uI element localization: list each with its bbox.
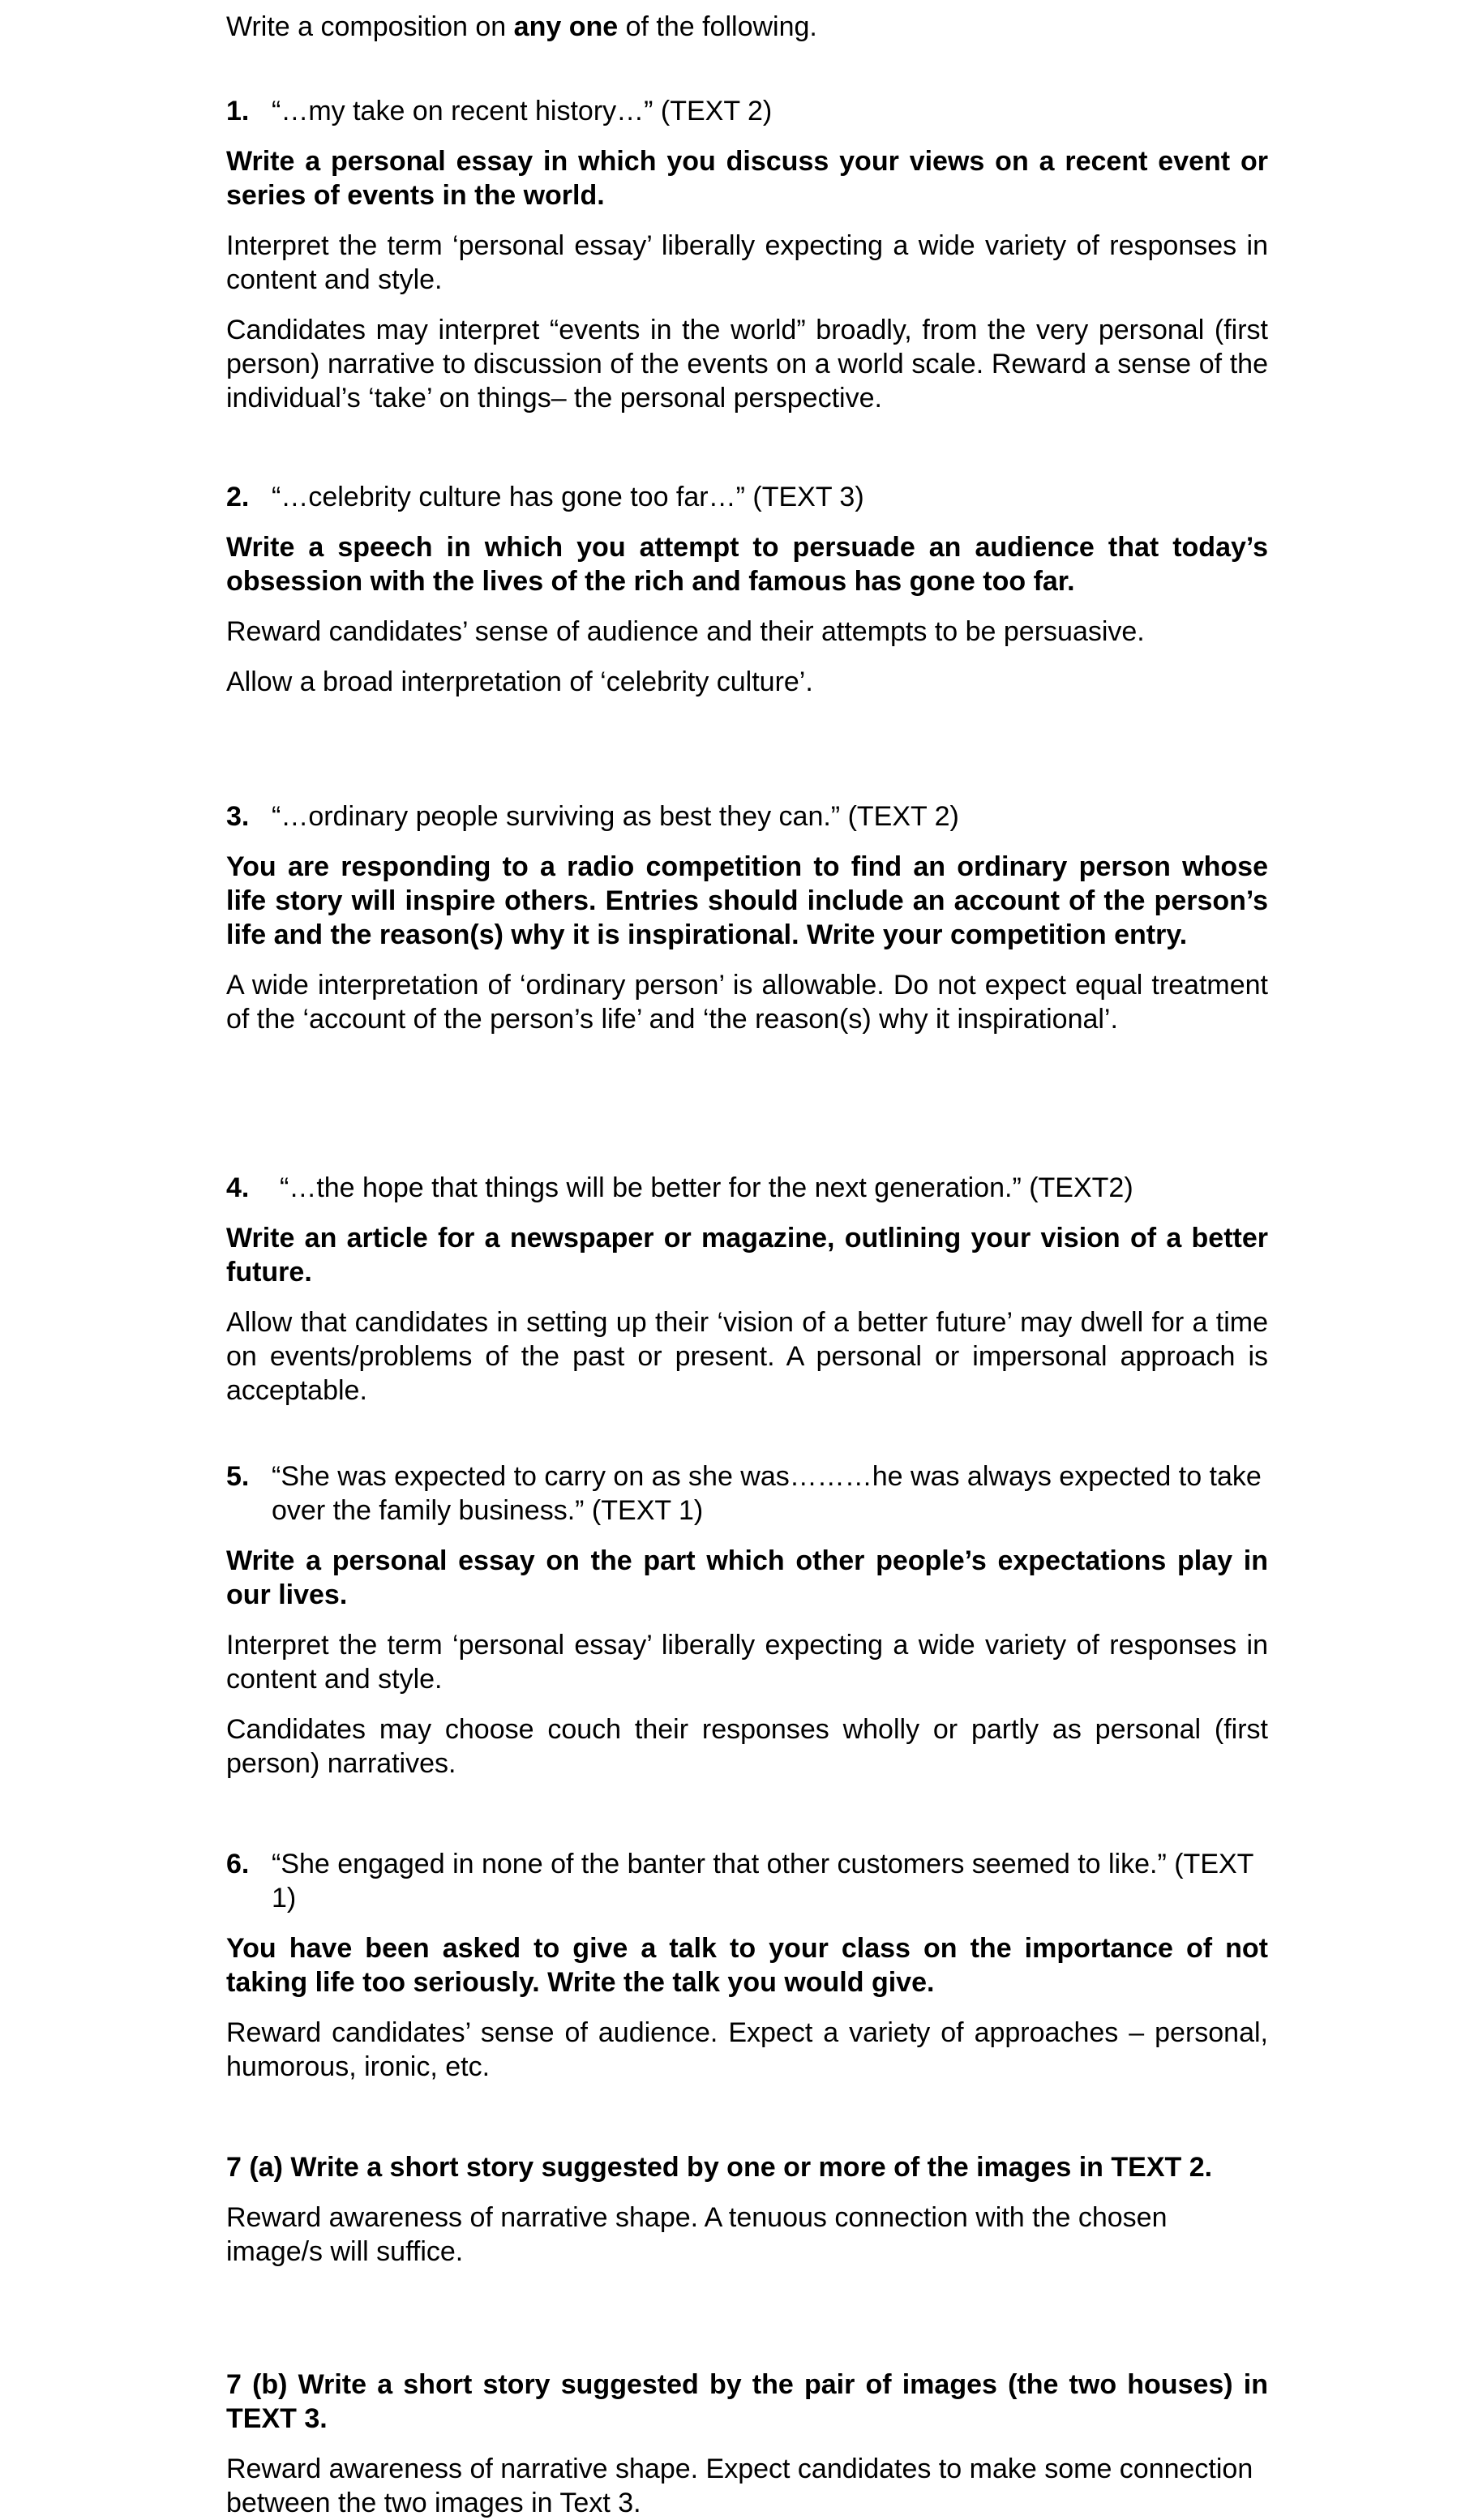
intro-text-before: Write a composition on <box>226 11 514 42</box>
marking-note: Reward awareness of narrative shape. A tenuous connection with the chosen image/s will suffice. <box>226 2202 1168 2267</box>
question-7b <box>226 2368 1268 2520</box>
question-task: Write a personal essay on the part which other people’s expectations play in our lives. <box>226 1545 1268 1610</box>
question-heading <box>226 480 1268 514</box>
question-heading <box>226 1459 1268 1528</box>
question-3 <box>226 799 1268 1036</box>
marking-note: Reward candidates’ sense of audience and their attempts to be persuasive. <box>226 616 1145 647</box>
intro-instruction <box>226 10 817 44</box>
question-1 <box>226 94 1268 415</box>
marking-note: Reward candidates’ sense of audience. Expect a variety of approaches – personal, humorous, ironic, etc. <box>226 2017 1268 2082</box>
question-task: Write a speech in which you attempt to persuade an audience that today’s obsession with the lives of the rich and famous has gone too far. <box>226 532 1268 597</box>
question-number: 4. <box>226 1172 250 1203</box>
question-quote: “…ordinary people surviving as best they can.” (TEXT 2) <box>272 801 959 832</box>
question-quote: “She engaged in none of the banter that other customers seemed to like.” (TEXT 1) <box>272 1849 1253 1914</box>
question-2 <box>226 480 1268 699</box>
question-task: You are responding to a radio competition to find an ordinary person whose life story will inspire others. Entries should include an account of the person’s life and the reason(s) why it is inspirational. Write your competition entry. <box>226 851 1268 950</box>
question-task: Write a personal essay in which you discuss your views on a recent event or series of events in the world. <box>226 146 1268 211</box>
marking-note: Allow that candidates in setting up their ‘vision of a better future’ may dwell for a time on events/problems of the past or present. A personal or impersonal approach is acceptable. <box>226 1307 1268 1406</box>
question-number: 2. <box>226 482 250 512</box>
intro-emphasis: any one <box>513 11 619 42</box>
question-task: 7 (a) Write a short story suggested by one or more of the images in TEXT 2. <box>226 2152 1213 2183</box>
marking-note: A wide interpretation of ‘ordinary person’ is allowable. Do not expect equal treatment of the ‘account of the person’s life’ and ‘the reason(s) why it inspirational’. <box>226 970 1268 1035</box>
marking-note: Candidates may choose couch their responses wholly or partly as personal (first person) narratives. <box>226 1714 1268 1779</box>
marking-note: Allow a broad interpretation of ‘celebrity culture’. <box>226 666 813 697</box>
question-7a <box>226 2150 1268 2269</box>
question-quote: “She was expected to carry on as she was………he was always expected to take over the family business.” (TEXT 1) <box>272 1461 1262 1526</box>
intro-text-after: of the following. <box>618 11 817 42</box>
question-number: 5. <box>226 1461 250 1492</box>
question-number: 6. <box>226 1849 250 1879</box>
marking-note: Reward awareness of narrative shape. Expect candidates to make some connection between the two images in Text 3. <box>226 2454 1253 2518</box>
question-task: 7 (b) Write a short story suggested by the pair of images (the two houses) in TEXT 3. <box>226 2369 1268 2434</box>
question-task: You have been asked to give a talk to your class on the importance of not taking life too seriously. Write the talk you would give. <box>226 1933 1268 1998</box>
question-heading <box>226 799 1268 834</box>
question-quote: “…my take on recent history…” (TEXT 2) <box>272 96 773 126</box>
question-heading <box>226 1847 1268 1915</box>
question-4 <box>226 1171 1268 1408</box>
marking-note: Candidates may interpret “events in the world” broadly, from the very personal (first person) narrative to discussion of the events on a world scale. Reward a sense of the individual’s ‘take’ on things– the personal perspective. <box>226 315 1268 414</box>
question-number: 1. <box>226 96 250 126</box>
question-quote: “…the hope that things will be better for the next generation.” (TEXT2) <box>280 1172 1133 1203</box>
question-task: Write an article for a newspaper or magazine, outlining your vision of a better future. <box>226 1223 1268 1288</box>
marking-note: Interpret the term ‘personal essay’ liberally expecting a wide variety of responses in content and style. <box>226 1630 1268 1695</box>
question-quote: “…celebrity culture has gone too far…” (TEXT 3) <box>272 482 864 512</box>
question-heading <box>226 94 1268 128</box>
question-heading <box>226 1171 1268 1205</box>
marking-note: Interpret the term ‘personal essay’ liberally expecting a wide variety of responses in content and style. <box>226 230 1268 295</box>
question-number: 3. <box>226 801 250 832</box>
question-5 <box>226 1459 1268 1781</box>
question-6 <box>226 1847 1268 2084</box>
